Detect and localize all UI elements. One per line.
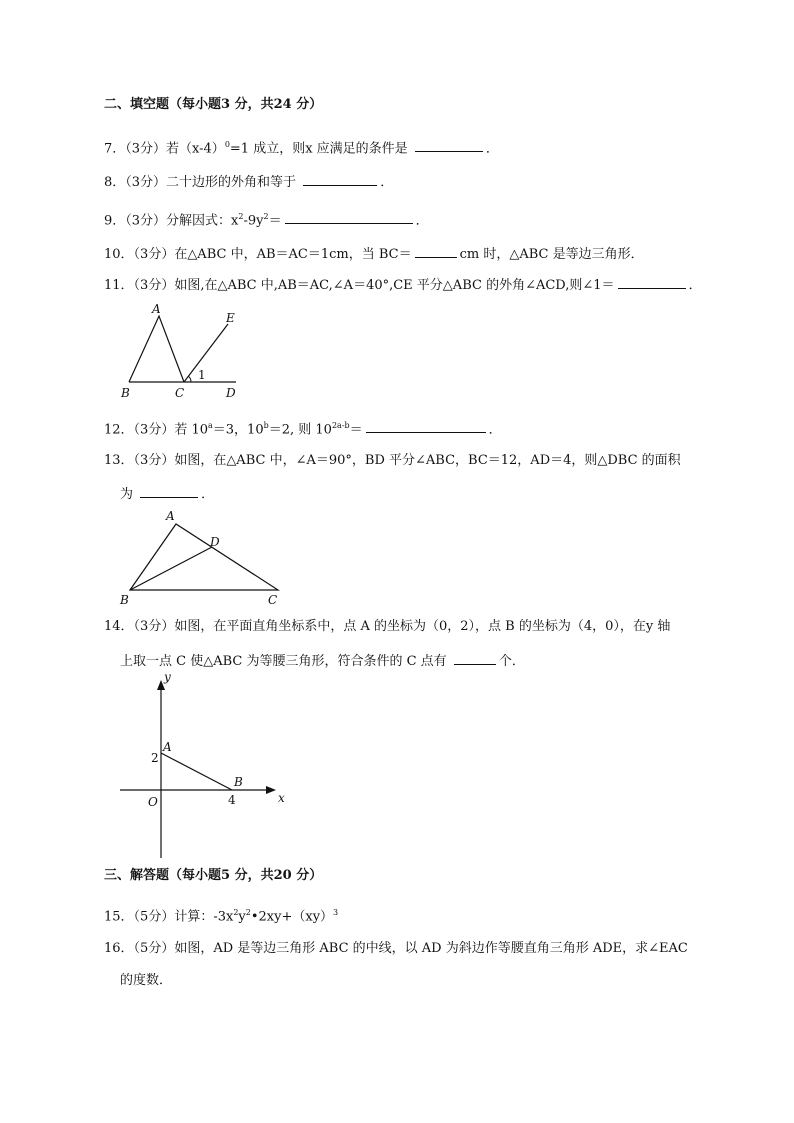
q14-end: 个． bbox=[498, 654, 525, 669]
q8-prefix: 8．（3分）二十边形的外角和等于 bbox=[104, 175, 301, 190]
q8-end: ． bbox=[380, 175, 394, 190]
q12-answer-blank[interactable] bbox=[366, 419, 486, 433]
question-8 bbox=[104, 172, 393, 192]
fig11-label-B: B bbox=[121, 386, 130, 400]
question-13-line-2 bbox=[120, 484, 214, 504]
q15-exp-1: 2 bbox=[233, 908, 239, 917]
fig14-tick-4: 4 bbox=[228, 793, 236, 807]
q12-end: ． bbox=[488, 422, 502, 438]
question-7 bbox=[104, 136, 499, 158]
q9-prefix: 9．（3分）分解因式：x bbox=[104, 213, 239, 229]
fig13-label-A: A bbox=[166, 509, 175, 523]
fig11-label-C: C bbox=[175, 386, 185, 400]
q9-suffix: ＝ bbox=[268, 213, 282, 229]
fig11-label-D: D bbox=[226, 386, 236, 400]
q11-prefix: 11．（3分）如图,在△ABC 中,AB＝AC,∠A＝40°,CE 平分△ABC 的外角∠ACD,则∠1＝ bbox=[104, 278, 615, 293]
q7-answer-blank[interactable] bbox=[415, 138, 483, 152]
fig14-label-x: x bbox=[278, 791, 285, 805]
q9-exp-1: 2 bbox=[238, 212, 244, 221]
fig11-angle-1: 1 bbox=[198, 368, 206, 382]
question-13-line-1: 13．（3分）如图，在△ABC 中，∠A＝90°，BD 平分∠ABC，BC＝12，AD＝4，则△DBC 的面积 bbox=[104, 453, 681, 468]
question-16-line-1: 16．（5分）如图，AD 是等边三角形 ABC 的中线，以 AD 为斜边作等腰直角三角形 ADE，求∠EAC bbox=[104, 941, 688, 956]
q7-suffix: =1 成立，则x 应满足的条件是 bbox=[229, 141, 412, 157]
q12-m2: ＝2, 则 10 bbox=[268, 422, 332, 438]
q13-end: ． bbox=[201, 487, 215, 502]
q10-mid: cm 时，△ABC 是等边三角形． bbox=[459, 247, 644, 262]
question-10 bbox=[104, 244, 644, 264]
figure-13-triangle bbox=[114, 506, 294, 610]
q15-m1: y bbox=[238, 909, 246, 925]
question-11 bbox=[104, 275, 702, 295]
q7-prefix: 7．（3分）若（x-4） bbox=[104, 141, 225, 157]
q9-answer-blank[interactable] bbox=[285, 210, 413, 224]
q9-exp-2: 2 bbox=[263, 212, 269, 221]
q11-end: ． bbox=[688, 278, 702, 293]
section-fill-in-title: 二、填空题（每小题3 分，共24 分） bbox=[104, 97, 323, 112]
fig14-label-A: A bbox=[163, 740, 172, 754]
fig14-label-y: y bbox=[164, 670, 171, 684]
question-12 bbox=[104, 417, 502, 439]
fig13-label-C: C bbox=[268, 593, 278, 607]
q14-answer-blank[interactable] bbox=[454, 651, 496, 665]
q15-m2: •2xy+（xy） bbox=[250, 909, 334, 925]
fig11-label-E: E bbox=[226, 311, 235, 325]
q15-exp-3: 3 bbox=[333, 908, 339, 917]
q12-exp-2a-b: 2a-b bbox=[331, 421, 350, 430]
q10-prefix: 10．（3分）在△ABC 中，AB＝AC＝1cm，当 BC＝ bbox=[104, 247, 412, 262]
figure-11-triangle bbox=[114, 298, 254, 404]
q11-answer-blank[interactable] bbox=[618, 275, 686, 289]
fig14-label-O: O bbox=[148, 795, 158, 809]
fig14-tick-2: 2 bbox=[151, 751, 159, 765]
q12-exp-b: b bbox=[263, 421, 269, 430]
section-solve-title: 三、解答题（每小题5 分，共20 分） bbox=[104, 868, 323, 883]
q15-prefix: 15．（5分）计算：-3x bbox=[104, 909, 234, 925]
fig11-label-A: A bbox=[152, 302, 161, 316]
q12-m3: ＝ bbox=[349, 422, 363, 438]
q13-line2-prefix: 为 bbox=[120, 487, 138, 502]
q12-prefix: 12．（3分）若 10 bbox=[104, 422, 208, 438]
q9-mid: -9y bbox=[243, 213, 264, 229]
question-16-line-2: 的度数． bbox=[120, 973, 173, 988]
q12-exp-a: a bbox=[208, 421, 213, 430]
figure-14-coordinate-plane bbox=[114, 666, 304, 864]
q14-line2-prefix: 上取一点 C 使△ABC 为等腰三角形，符合条件的 C 点有 bbox=[120, 654, 451, 669]
q7-end: ． bbox=[485, 141, 499, 157]
q15-exp-2: 2 bbox=[245, 908, 251, 917]
question-9 bbox=[104, 208, 429, 230]
question-14-line-1: 14．（3分）如图，在平面直角坐标系中，点 A 的坐标为（0，2），点 B 的坐标为（4，0），在y 轴 bbox=[104, 619, 671, 634]
q10-answer-blank[interactable] bbox=[415, 244, 457, 258]
q7-exponent: 0 bbox=[224, 140, 230, 149]
fig13-label-D: D bbox=[210, 535, 220, 549]
fig14-label-B: B bbox=[234, 775, 243, 789]
fig13-label-B: B bbox=[120, 593, 129, 607]
q12-m1: ＝3，10 bbox=[212, 422, 264, 438]
question-15 bbox=[104, 904, 338, 926]
q8-answer-blank[interactable] bbox=[303, 172, 377, 186]
q13-answer-blank[interactable] bbox=[140, 484, 198, 498]
q9-end: ． bbox=[415, 213, 429, 229]
